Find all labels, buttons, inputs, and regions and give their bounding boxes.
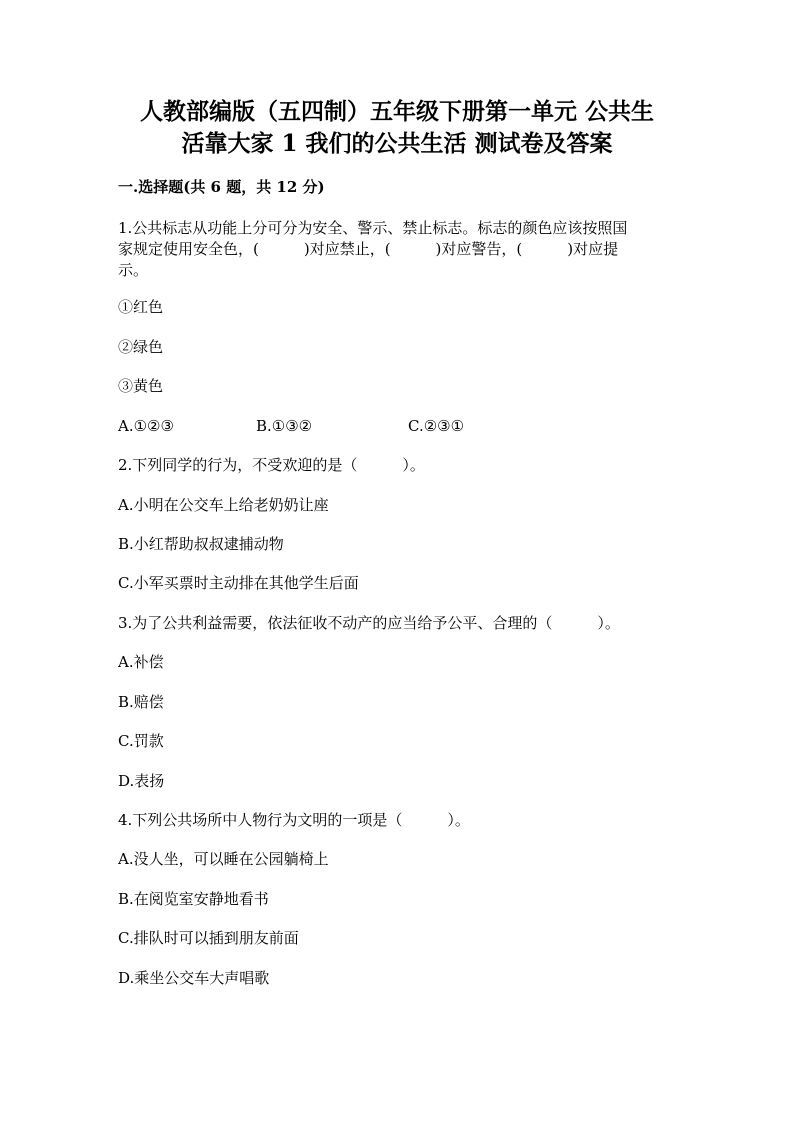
question-2-option-c: C.小军买票时主动排在其他学生后面	[118, 574, 359, 592]
question-1-option-b: B.①③②	[256, 417, 313, 435]
question-4-option-a: A.没人坐，可以睡在公园躺椅上	[118, 850, 329, 868]
question-4-option-c: C.排队时可以插到朋友前面	[118, 929, 299, 947]
section-heading: 一.选择题(共 6 题，共 12 分)	[118, 178, 325, 196]
page-title-line-1: 人教部编版（五四制）五年级下册第一单元 公共生	[139, 98, 654, 125]
question-1-stem-line-3: 示。	[118, 261, 149, 279]
question-2-option-b: B.小红帮助叔叔逮捕动物	[118, 535, 284, 553]
question-3-option-d: D.表扬	[118, 772, 165, 790]
question-2-option-a: A.小明在公交车上给老奶奶让座	[118, 496, 329, 514]
question-3-stem: 3.为了公共利益需要，依法征收不动产的应当给予公平、合理的（ ）。	[118, 614, 620, 632]
question-2-stem: 2.下列同学的行为，不受欢迎的是（ ）。	[118, 456, 425, 474]
question-4-stem: 4.下列公共场所中人物行为文明的一项是（ ）。	[118, 811, 470, 829]
question-1-stem-line-1: 1.公共标志从功能上分可分为安全、警示、禁止标志。标志的颜色应该按照国	[118, 219, 628, 237]
question-1-stem-line-2: 家规定使用安全色，( )对应禁止，( )对应警告，( )对应提	[118, 240, 619, 258]
question-4-option-d: D.乘坐公交车大声唱歌	[118, 969, 270, 987]
question-1-item-1: ①红色	[118, 298, 164, 316]
question-1-option-a: A.①②③	[118, 417, 174, 435]
question-1-item-2: ②绿色	[118, 338, 164, 356]
question-3-option-a: A.补偿	[118, 653, 164, 671]
question-1-item-3: ③黄色	[118, 377, 164, 395]
page-title-line-2: 活靠大家 1 我们的公共生活 测试卷及答案	[181, 130, 613, 157]
question-3-option-c: C.罚款	[118, 732, 164, 750]
question-4-option-b: B.在阅览室安静地看书	[118, 890, 269, 908]
question-1-option-c: C.②③①	[408, 417, 465, 435]
question-3-option-b: B.赔偿	[118, 693, 164, 711]
